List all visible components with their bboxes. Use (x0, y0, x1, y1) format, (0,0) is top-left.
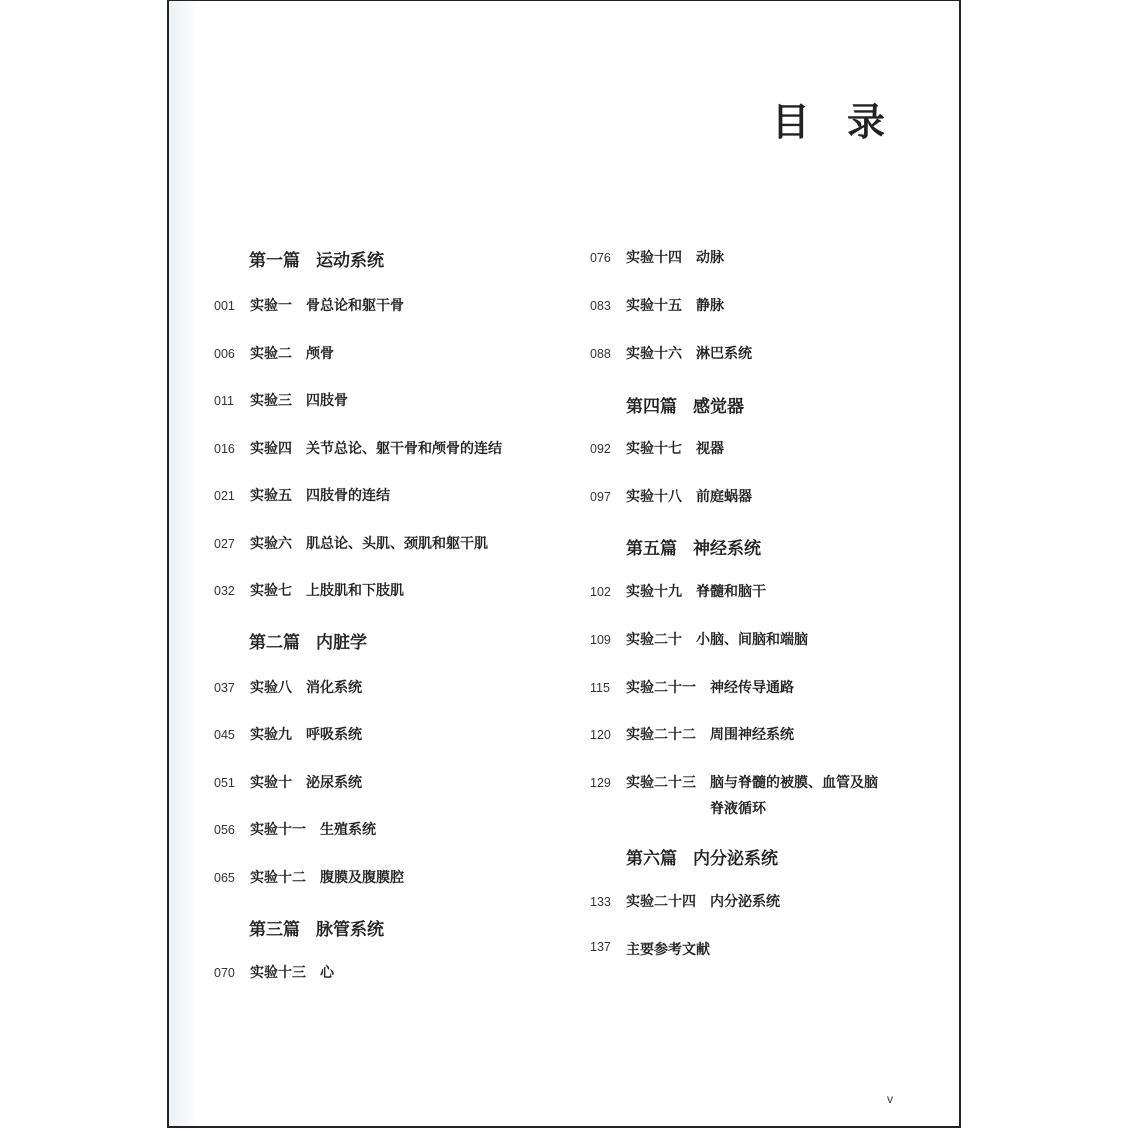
toc-part-heading[interactable] (249, 246, 384, 271)
entry-title: 内分泌系统 (710, 894, 780, 910)
toc-entry[interactable] (214, 485, 390, 505)
experiment-label: 实验四 (250, 441, 292, 457)
experiment-label: 实验十 (250, 775, 292, 791)
entry-title: 骨总论和躯干骨 (306, 298, 404, 314)
entry-title: 动脉 (696, 250, 724, 266)
experiment-label: 实验十一 (250, 822, 306, 838)
toc-entry[interactable] (590, 677, 794, 697)
experiment-label: 实验十三 (250, 965, 306, 981)
entry-title: 小脑、间脑和端脑 (696, 632, 808, 648)
page-number: 097 (590, 490, 611, 504)
part-name: 运动系统 (316, 251, 384, 271)
page-number: 006 (214, 347, 235, 361)
page-number: 070 (214, 966, 235, 980)
toc-entry[interactable] (214, 677, 362, 697)
toc-entry[interactable] (214, 343, 334, 363)
experiment-label: 实验十二 (250, 870, 306, 886)
entry-title: 生殖系统 (320, 822, 376, 838)
experiment-label: 实验九 (250, 727, 292, 743)
toc-entry[interactable] (214, 867, 404, 887)
page-number: 056 (214, 823, 235, 837)
toc-entry[interactable] (214, 724, 362, 744)
experiment-label: 实验二十四 (626, 894, 696, 910)
entry-title: 颅骨 (306, 346, 334, 362)
toc-entry[interactable] (214, 772, 362, 792)
entry-title: 脑与脊髓的被膜、血管及脑 (710, 775, 878, 791)
page-number: 133 (590, 895, 611, 909)
book-page (167, 0, 961, 1128)
entry-title: 视器 (696, 441, 724, 457)
part-name: 神经系统 (693, 539, 761, 559)
entry-title: 静脉 (696, 298, 724, 314)
page-folio: v (887, 1092, 893, 1106)
page-number: 092 (590, 442, 611, 456)
experiment-label: 实验十七 (626, 441, 682, 457)
experiment-label: 实验三 (250, 393, 292, 409)
entry-title: 脊髓和脑干 (696, 584, 766, 600)
toc-entry[interactable] (214, 962, 334, 982)
toc-entry[interactable] (590, 295, 724, 315)
toc-part-heading[interactable] (626, 844, 778, 869)
toc-entry[interactable] (590, 581, 766, 601)
toc-entry[interactable] (590, 891, 780, 911)
page-number: 021 (214, 489, 235, 503)
entry-title: 四肢骨 (306, 393, 348, 409)
toc-entry[interactable] (590, 724, 794, 744)
entry-title: 心 (320, 965, 334, 981)
part-label: 第五篇 (626, 539, 677, 559)
page-number: 001 (214, 299, 235, 313)
experiment-label: 实验八 (250, 680, 292, 696)
page-number: 109 (590, 633, 611, 647)
entry-title: 淋巴系统 (696, 346, 752, 362)
toc-part-heading[interactable] (626, 534, 761, 559)
toc-references-entry[interactable] (590, 939, 710, 959)
page-number: 088 (590, 347, 611, 361)
entry-title: 腹膜及腹膜腔 (320, 870, 404, 886)
toc-entry[interactable] (590, 629, 808, 649)
experiment-label: 实验十四 (626, 250, 682, 266)
page-number: 137 (590, 940, 611, 954)
page-number: 037 (214, 681, 235, 695)
part-label: 第一篇 (249, 251, 300, 271)
page-number: 027 (214, 537, 235, 551)
page-number: 032 (214, 584, 235, 598)
page-number: 045 (214, 728, 235, 742)
experiment-label: 实验一 (250, 298, 292, 314)
experiment-label: 实验六 (250, 536, 292, 552)
entry-title: 神经传导通路 (710, 680, 794, 696)
page-number: 115 (590, 681, 610, 695)
toc-entry[interactable] (590, 772, 878, 818)
toc-entry[interactable] (214, 533, 488, 553)
page-number: 016 (214, 442, 235, 456)
part-name: 脉管系统 (316, 920, 384, 940)
toc-entry[interactable] (590, 438, 724, 458)
experiment-label: 实验二十一 (626, 680, 696, 696)
experiment-label: 实验十九 (626, 584, 682, 600)
toc-entry[interactable] (214, 819, 376, 839)
experiment-label: 实验二十二 (626, 727, 696, 743)
toc-part-heading[interactable] (626, 392, 744, 417)
toc-entry[interactable] (590, 247, 724, 267)
toc-entry[interactable] (214, 390, 348, 410)
page-number: 065 (214, 871, 235, 885)
page-number: 083 (590, 299, 611, 313)
toc-part-heading[interactable] (249, 628, 367, 653)
experiment-label: 实验二 (250, 346, 292, 362)
experiment-label: 实验十八 (626, 489, 682, 505)
part-label: 第三篇 (249, 920, 300, 940)
toc-entry[interactable] (590, 343, 752, 363)
entry-title: 周围神经系统 (710, 727, 794, 743)
toc-entry[interactable] (214, 438, 502, 458)
entry-title: 肌总论、头肌、颈肌和躯干肌 (306, 536, 488, 552)
page-spine-shade (169, 1, 197, 1126)
page-number: 051 (214, 776, 235, 790)
toc-entry[interactable] (214, 580, 404, 600)
part-label: 第六篇 (626, 849, 677, 869)
experiment-label: 实验二十三 (626, 775, 696, 791)
experiment-label: 实验七 (250, 583, 292, 599)
entry-title: 上肢肌和下肢肌 (306, 583, 404, 599)
experiment-label: 实验十六 (626, 346, 682, 362)
page-number: 102 (590, 585, 611, 599)
part-name: 内脏学 (316, 633, 367, 653)
toc-entry[interactable] (214, 295, 404, 315)
entry-title: 消化系统 (306, 680, 362, 696)
experiment-label: 实验二十 (626, 632, 682, 648)
part-label: 第四篇 (626, 397, 677, 417)
page-number: 120 (590, 728, 611, 742)
part-name: 感觉器 (693, 397, 744, 417)
experiment-label: 实验五 (250, 488, 292, 504)
toc-entry[interactable] (590, 486, 752, 506)
page-number: 076 (590, 251, 611, 265)
page-title: 目 录 (771, 99, 897, 144)
entry-title: 关节总论、躯干骨和颅骨的连结 (306, 441, 502, 457)
part-label: 第二篇 (249, 633, 300, 653)
entry-title: 主要参考文献 (626, 942, 710, 958)
part-name: 内分泌系统 (693, 849, 778, 869)
page-number: 011 (214, 394, 234, 408)
toc-part-heading[interactable] (249, 915, 384, 940)
entry-title: 前庭蜗器 (696, 489, 752, 505)
entry-title-continued: 脊液循环 (710, 801, 766, 817)
entry-title: 呼吸系统 (306, 727, 362, 743)
page-number: 129 (590, 776, 611, 790)
experiment-label: 实验十五 (626, 298, 682, 314)
entry-title: 四肢骨的连结 (306, 488, 390, 504)
entry-title: 泌尿系统 (306, 775, 362, 791)
